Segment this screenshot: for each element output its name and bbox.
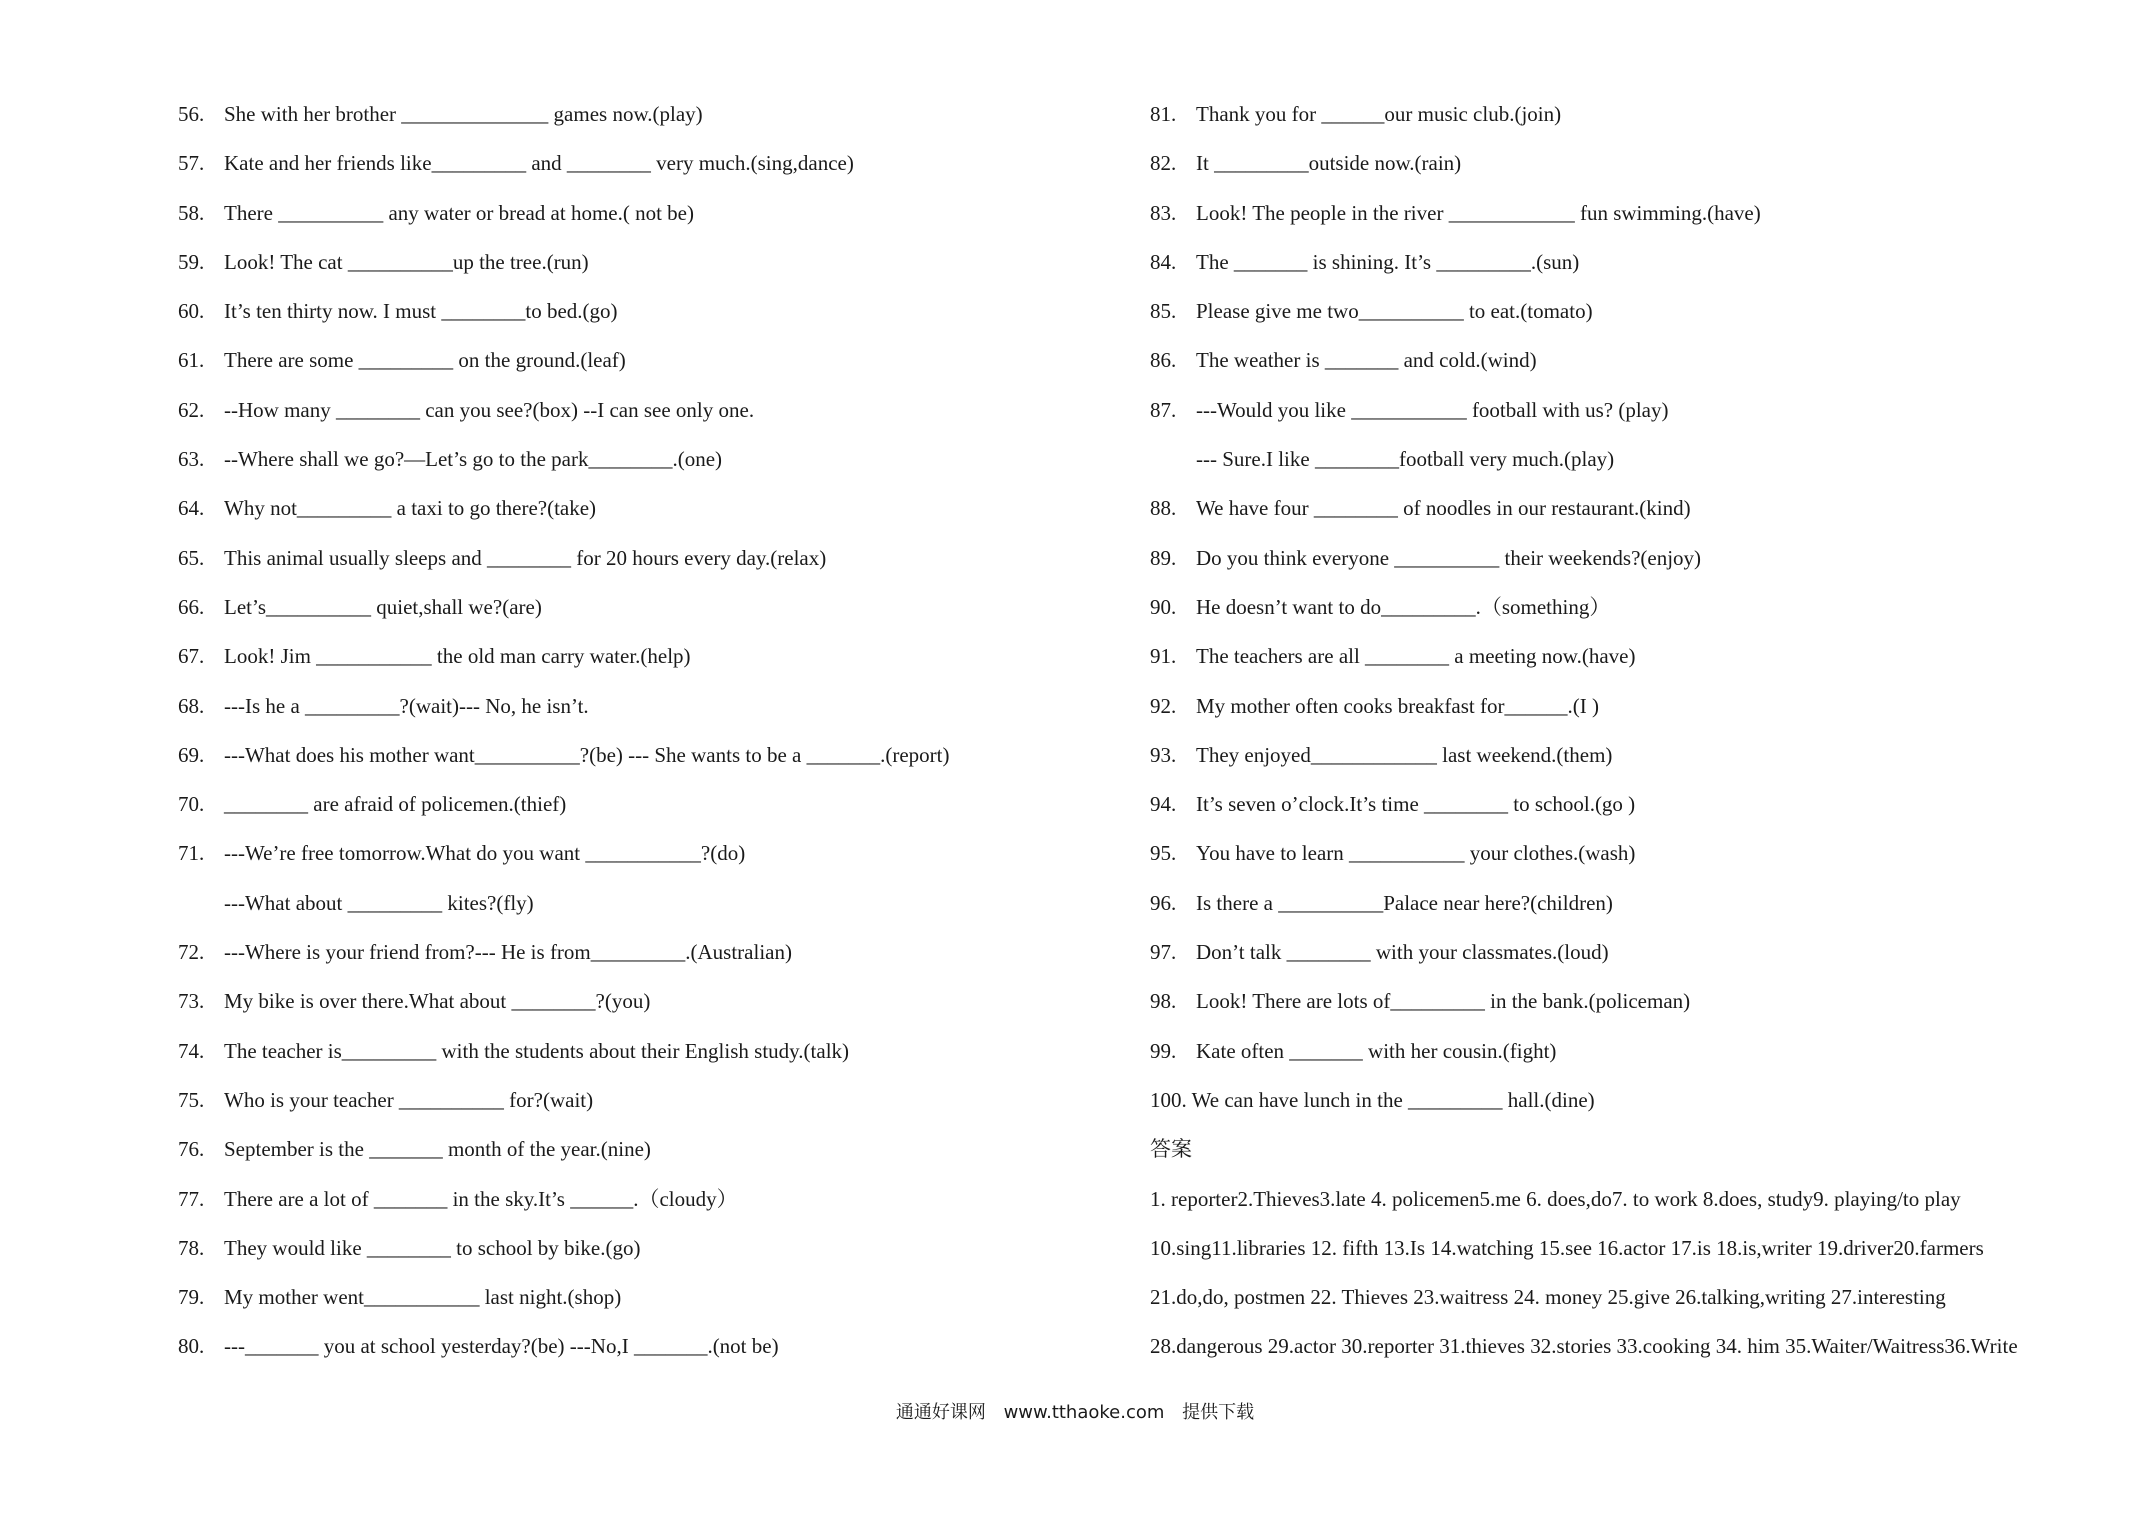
- question-number: 77.: [178, 1186, 205, 1211]
- question-item: [1150, 90, 2100, 139]
- question-number: 93.: [1150, 742, 1177, 767]
- question-item: [178, 583, 1138, 632]
- question-item: [178, 534, 1138, 583]
- question-number: 96.: [1150, 890, 1177, 915]
- question-number: 69.: [178, 742, 205, 767]
- question-number: 68.: [178, 693, 205, 718]
- question-item: [178, 682, 1138, 731]
- question-item: [178, 928, 1138, 977]
- question-number: 72.: [178, 940, 205, 965]
- question-text: The teachers are all ________ a meeting now.(have): [1196, 644, 1636, 669]
- question-text: My mother often cooks breakfast for______.(I ): [1196, 693, 1599, 718]
- question-text: Kate and her friends like_________ and ________ very much.(sing,dance): [224, 151, 854, 176]
- question-number: 58.: [178, 200, 205, 225]
- question-item: [178, 287, 1138, 336]
- question-number: 74.: [178, 1038, 205, 1063]
- question-item: [178, 238, 1138, 287]
- question-item: [178, 386, 1138, 435]
- question-item: [1150, 731, 2100, 780]
- question-item: [178, 1076, 1138, 1125]
- footer-url[interactable]: www.tthaoke.com: [1003, 1402, 1165, 1423]
- question-number: 62.: [178, 397, 205, 422]
- question-number: 61.: [178, 348, 205, 373]
- question-item: [1150, 682, 2100, 731]
- question-number: 70.: [178, 792, 205, 817]
- question-text: ---What about _________ kites?(fly): [224, 890, 534, 915]
- question-number: 99.: [1150, 1038, 1177, 1063]
- question-number: 83.: [1150, 200, 1177, 225]
- question-item: [1150, 632, 2100, 681]
- question-number: 94.: [1150, 792, 1177, 817]
- question-number: 67.: [178, 644, 205, 669]
- question-item: [1150, 928, 2100, 977]
- question-item: [178, 1175, 1138, 1224]
- question-text: You have to learn ___________ your clothes.(wash): [1196, 841, 1636, 866]
- question-text: This animal usually sleeps and ________ for 20 hours every day.(relax): [224, 545, 827, 570]
- question-number: 91.: [1150, 644, 1177, 669]
- question-item: [1150, 336, 2100, 385]
- question-text: Why not_________ a taxi to go there?(take): [224, 496, 597, 521]
- question-item: [1150, 238, 2100, 287]
- question-item: [178, 780, 1138, 829]
- question-item: [178, 977, 1138, 1026]
- question-text: My mother went___________ last night.(shop): [224, 1285, 622, 1310]
- question-item: [178, 1027, 1138, 1076]
- question-number: 82.: [1150, 151, 1177, 176]
- question-item: [1150, 583, 2100, 632]
- question-number: 87.: [1150, 397, 1177, 422]
- question-number: 71.: [178, 841, 205, 866]
- question-number: 78.: [178, 1235, 205, 1260]
- question-number: 80.: [178, 1334, 205, 1359]
- question-item: [178, 879, 1138, 928]
- footer-note: 提供下载: [1182, 1402, 1255, 1423]
- question-text: She with her brother ______________ games now.(play): [224, 102, 703, 126]
- right-question-column: [1150, 90, 2100, 1372]
- question-text: --Where shall we go?—Let’s go to the park________.(one): [224, 447, 723, 472]
- question-text: Please give me two__________ to eat.(tomato): [1196, 299, 1593, 324]
- question-text: The teacher is_________ with the students about their English study.(talk): [224, 1038, 850, 1063]
- question-text: He doesn’t want to do_________.（something）: [1196, 594, 1611, 619]
- question-item: [178, 731, 1138, 780]
- question-item: [178, 632, 1138, 681]
- question-number: 86.: [1150, 348, 1177, 373]
- question-item: [178, 829, 1138, 878]
- question-item: [178, 336, 1138, 385]
- question-item: [1150, 287, 2100, 336]
- question-text: Look! The people in the river ____________ fun swimming.(have): [1196, 200, 1761, 225]
- page-footer: [0, 1398, 2150, 1424]
- question-text: Don’t talk ________ with your classmates.(loud): [1196, 940, 1609, 965]
- right-question-list: [1150, 90, 2100, 1125]
- question-text: Look! Jim ___________ the old man carry water.(help): [224, 644, 691, 669]
- question-number: 76.: [178, 1137, 205, 1162]
- question-item: [1150, 189, 2100, 238]
- question-number: 75.: [178, 1087, 205, 1112]
- question-item: [1150, 1076, 2100, 1125]
- question-text: There __________ any water or bread at home.( not be): [224, 200, 694, 225]
- question-text: Do you think everyone __________ their weekends?(enjoy): [1196, 545, 1702, 570]
- question-item: [1150, 386, 2100, 435]
- question-text: --- Sure.I like ________football very much.(play): [1196, 447, 1615, 472]
- question-number: 92.: [1150, 693, 1177, 718]
- question-number: 81.: [1150, 102, 1177, 126]
- question-text: ---Where is your friend from?--- He is from_________.(Australian): [224, 940, 792, 965]
- question-text: Look! There are lots of_________ in the bank.(policeman): [1196, 989, 1691, 1014]
- question-text: 100. We can have lunch in the _________ hall.(dine): [1150, 1087, 1595, 1112]
- question-number: 89.: [1150, 545, 1177, 570]
- question-item: [1150, 977, 2100, 1026]
- question-number: 59.: [178, 249, 205, 274]
- question-text: There are a lot of _______ in the sky.It’s ______.（cloudy）: [224, 1186, 738, 1211]
- question-number: 98.: [1150, 989, 1177, 1014]
- question-text: Who is your teacher __________ for?(wait): [224, 1087, 594, 1112]
- question-item: [1150, 534, 2100, 583]
- question-number: 66.: [178, 594, 205, 619]
- question-number: 64.: [178, 496, 205, 521]
- question-text: ---Would you like ___________ football with us? (play): [1196, 397, 1669, 422]
- question-text: The _______ is shining. It’s _________.(sun): [1196, 249, 1580, 274]
- question-item: [178, 435, 1138, 484]
- question-item: [178, 189, 1138, 238]
- question-item: [1150, 1027, 2100, 1076]
- question-item: [178, 1125, 1138, 1174]
- question-item: [178, 1224, 1138, 1273]
- question-text: It’s ten thirty now. I must ________to bed.(go): [224, 299, 618, 324]
- question-text: --How many ________ can you see?(box) --I can see only one.: [224, 397, 755, 422]
- answers-heading: 答案: [1150, 1137, 1192, 1162]
- answer-line: 10.sing11.libraries 12. fifth 13.Is 14.watching 15.see 16.actor 17.is 18.is,writer 19.driver20.farmers: [1150, 1235, 1984, 1260]
- question-number: 95.: [1150, 841, 1177, 866]
- question-item: [1150, 435, 2100, 484]
- question-item: [178, 90, 1138, 139]
- question-number: 57.: [178, 151, 205, 176]
- question-text: They enjoyed____________ last weekend.(them): [1196, 742, 1613, 767]
- question-text: It _________outside now.(rain): [1196, 151, 1462, 176]
- footer-site-name: 通通好课网: [895, 1402, 986, 1423]
- question-text: The weather is _______ and cold.(wind): [1196, 348, 1537, 373]
- question-number: 84.: [1150, 249, 1177, 274]
- question-text: Is there a __________Palace near here?(children): [1196, 890, 1613, 915]
- question-number: 60.: [178, 299, 205, 324]
- question-text: It’s seven o’clock.It’s time ________ to school.(go ): [1196, 792, 1636, 817]
- question-text: Kate often _______ with her cousin.(fight): [1196, 1038, 1557, 1063]
- question-text: September is the _______ month of the year.(nine): [224, 1137, 651, 1162]
- question-text: ________ are afraid of policemen.(thief): [224, 792, 567, 817]
- question-number: 85.: [1150, 299, 1177, 324]
- question-item: [1150, 780, 2100, 829]
- question-text: ---Is he a _________?(wait)--- No, he isn’t.: [224, 693, 589, 718]
- question-number: 63.: [178, 447, 205, 472]
- question-number: 65.: [178, 545, 205, 570]
- question-text: There are some _________ on the ground.(leaf): [224, 348, 626, 373]
- question-item: [178, 139, 1138, 188]
- question-number: 79.: [178, 1285, 205, 1310]
- question-item: [1150, 829, 2100, 878]
- question-text: We have four ________ of noodles in our restaurant.(kind): [1196, 496, 1691, 521]
- question-number: 90.: [1150, 594, 1177, 619]
- question-number: 56.: [178, 102, 205, 126]
- left-question-column: [178, 90, 1138, 1372]
- question-text: Look! The cat __________up the tree.(run): [224, 249, 589, 274]
- question-number: 88.: [1150, 496, 1177, 521]
- question-item: [1150, 879, 2100, 928]
- question-text: Thank you for ______our music club.(join): [1196, 102, 1562, 126]
- question-item: [178, 1322, 1138, 1371]
- answer-line: 1. reporter2.Thieves3.late 4. policemen5.me 6. does,do7. to work 8.does, study9. playing/to play: [1150, 1186, 1961, 1211]
- question-text: ---_______ you at school yesterday?(be) ---No,I _______.(not be): [224, 1334, 779, 1359]
- question-item: [178, 484, 1138, 533]
- question-number: 73.: [178, 989, 205, 1014]
- question-text: ---What does his mother want__________?(be) --- She wants to be a _______.(report): [224, 742, 950, 767]
- question-text: ---We’re free tomorrow.What do you want ___________?(do): [224, 841, 746, 866]
- answer-line: 28.dangerous 29.actor 30.reporter 31.thieves 32.stories 33.cooking 34. him 35.Waiter/Waitress36.Write: [1150, 1334, 2018, 1359]
- answer-line: 21.do,do, postmen 22. Thieves 23.waitress 24. money 25.give 26.talking,writing 27.interesting: [1150, 1285, 1946, 1310]
- question-item: [1150, 484, 2100, 533]
- question-item: [178, 1273, 1138, 1322]
- question-number: 97.: [1150, 940, 1177, 965]
- question-text: My bike is over there.What about ________?(you): [224, 989, 651, 1014]
- question-text: They would like ________ to school by bike.(go): [224, 1235, 641, 1260]
- question-item: [1150, 139, 2100, 188]
- question-text: Let’s__________ quiet,shall we?(are): [224, 594, 542, 619]
